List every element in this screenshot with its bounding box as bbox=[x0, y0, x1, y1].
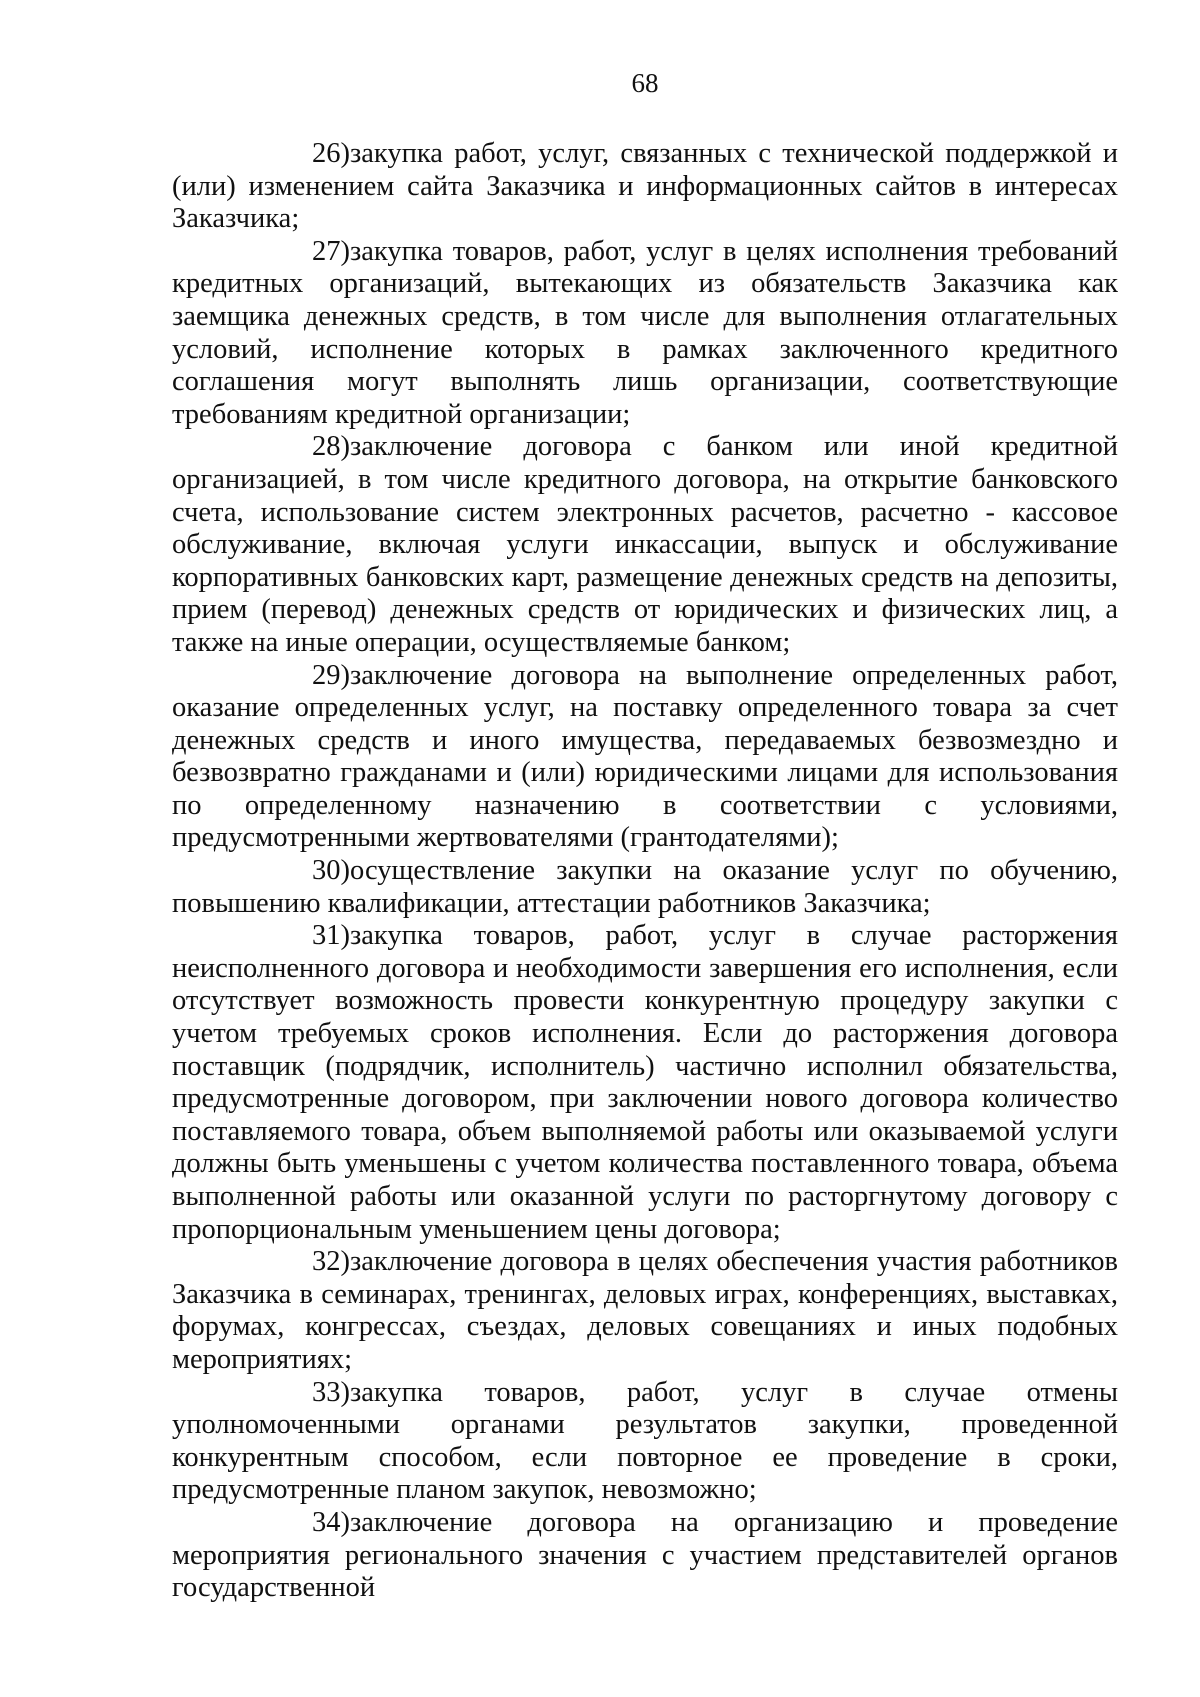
list-item-30 bbox=[172, 855, 1118, 920]
list-item-31 bbox=[172, 920, 1118, 1246]
list-item-28 bbox=[172, 431, 1118, 659]
item-number: 30) bbox=[312, 855, 350, 887]
item-number: 27) bbox=[312, 235, 350, 267]
item-number: 32) bbox=[312, 1246, 350, 1278]
item-text: осуществление закупки на оказание услуг по обучению, повышению квалификации, аттестации работников Заказчика; bbox=[172, 855, 1118, 919]
list-item-33 bbox=[172, 1377, 1118, 1507]
list-item-27 bbox=[172, 236, 1118, 432]
item-number: 26) bbox=[312, 138, 350, 169]
list-item-32 bbox=[172, 1246, 1118, 1376]
item-text: заключение договора на выполнение определенных работ, оказание определенных услуг, на поставку определенного товара за счет денежных средств и иного имущества, передаваемых безвозмездно и безвозвратно гражданами и (или) юридическими лицами для использования по определенному назначению в соответствии с условиями, предусмотренными жертвователями (грантодателями); bbox=[172, 659, 1118, 854]
list-item-26 bbox=[172, 138, 1118, 236]
item-number: 34) bbox=[312, 1506, 350, 1538]
item-number: 28) bbox=[312, 431, 350, 463]
item-text: заключение договора в целях обеспечения участия работников Заказчика в семинарах, тренингах, деловых играх, конференциях, выставках, форумах, конгрессах, съездах, деловых совещаниях и иных подобных мероприятиях; bbox=[172, 1246, 1118, 1375]
list-item-34 bbox=[172, 1507, 1118, 1605]
item-text: закупка товаров, работ, услуг в случае отмены уполномоченными органами результатов закупки, проведенной конкурентным способом, если повторное ее проведение в сроки, предусмотренные планом закупок, невозможно; bbox=[172, 1376, 1118, 1506]
item-text: закупка товаров, работ, услуг в случае расторжения неисполненного договора и необходимости завершения его исполнения, если отсутствует возможность провести конкурентную процедуру закупки с учетом требуемых сроков исполнения. Если до расторжения договора поставщик (подрядчик, исполнитель) частично исполнил обязательства, предусмотренные договором, при заключении нового договора количество поставляемого товара, объем выполняемой работы или оказываемой услуги должны быть уменьшены с учетом количества поставленного товара, объема выполненной работы или оказанной услуги по расторгнутому договору с пропорциональным уменьшением цены договора; bbox=[172, 920, 1118, 1245]
item-number: 33) bbox=[312, 1376, 350, 1408]
item-number: 29) bbox=[312, 659, 350, 691]
item-number: 31) bbox=[312, 920, 350, 952]
item-text: закупка работ, услуг, связанных с технической поддержкой и (или) изменением сайта Заказчика и информационных сайтов в интересах Заказчика; bbox=[172, 138, 1118, 235]
list-item-29 bbox=[172, 660, 1118, 856]
item-text: заключение договора с банком или иной кредитной организацией, в том числе кредитного договора, на открытие банковского счета, использование систем электронных расчетов, расчетно - кассовое обслуживание, включая услуги инкассации, выпуск и обслуживание корпоративных банковских карт, размещение денежных средств на депозиты, прием (перевод) денежных средств от юридических и физических лиц, а также на иные операции, осуществляемые банком; bbox=[172, 431, 1118, 658]
item-text: закупка товаров, работ, услуг в целях исполнения требований кредитных организаций, вытекающих из обязательств Заказчика как заемщика денежных средств, в том числе для выполнения отлагательных условий, исполнение которых в рамках заключенного кредитного соглашения могут выполнять лишь организации, соответствующие требованиям кредитной организации; bbox=[172, 235, 1118, 430]
document-body bbox=[172, 138, 1118, 1605]
page-number: 68 bbox=[631, 68, 659, 98]
item-text: заключение договора на организацию и проведение мероприятия регионального значения с участием представителей органов государственной bbox=[172, 1506, 1118, 1604]
